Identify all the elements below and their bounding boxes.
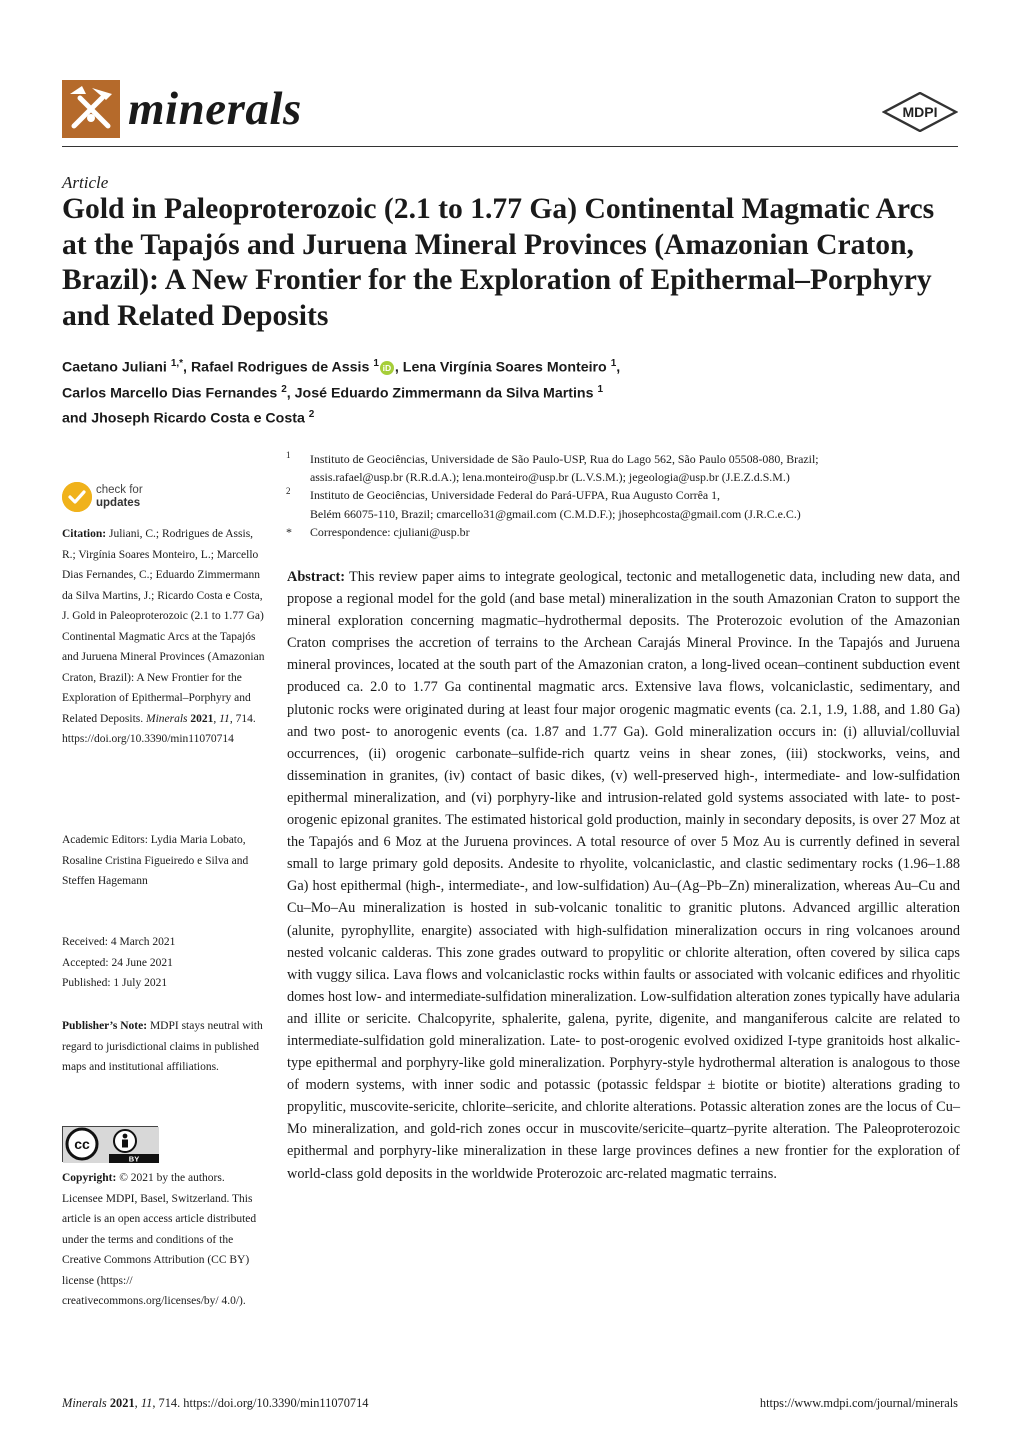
correspondence-mark: * [286, 524, 292, 539]
citation-block: Citation: Juliani, C.; Rodrigues de Assis, R.; Virgínia Soares Monteiro, L.; Marcello Dias Fernandes, C.; Eduardo Zimmermann da Silva Martins, J.; Ricardo Costa e Costa, J. Gold in Paleoproterozoic (2.1 to 1.77 Ga) Continental Magmatic Arcs at the Tapajós and Juruena Mineral Provinces (Amazonian Craton, Brazil): A New Frontier for the Exploration of Epithermal–Porphyry and Related Deposits. Minerals 2021, 11, 714. https://doi.org/10.3390/min11070714 [62, 528, 265, 745]
copyright-label: Copyright: [62, 1172, 117, 1184]
author-list: Caetano Juliani $^{1,*}$, Rafael Rodrigues de Assis $^1$ iD , Lena Virgínia Soares Monteiro $^1$, Carlos Marcello Dias Fernandes $^2$, José Eduardo Zimmermann da Silva Martins $^1$ and Jhoseph Ricardo Costa e Costa $^2$ [62, 358, 621, 428]
received-date: Received: 4 March 2021 [62, 936, 176, 948]
journal-logo-icon [62, 80, 120, 138]
author-name[interactable]: Jhoseph Ricardo Costa e Costa [91, 411, 305, 428]
publisher-name: MDPI [902, 104, 938, 120]
cc-by-license-badge[interactable] [62, 1126, 158, 1162]
author-name[interactable]: Lena Virgínia Soares Monteiro [402, 359, 607, 376]
author-name[interactable]: José Eduardo Zimmermann da Silva Martins [294, 385, 594, 402]
academic-editors [62, 830, 268, 892]
citation-text: Juliani, C.; Rodrigues de Assis, R.; Virgínia Soares Monteiro, L.; Marcello Dias Fernandes, C.; Eduardo Zimmermann da Silva Martins, J.; Ricardo Costa e Costa, J. Gold in Paleoproterozoic (2.1 to 1.77 Ga) Continental Magmatic Arcs at the Tapajós and Juruena Mineral Provinces (Amazonian Craton, Brazil): A New Frontier for the Exploration of Epithermal–Porphyry and Related Deposits. [62, 528, 265, 725]
author-affiliation-marker: 1 [373, 358, 379, 369]
affiliation-1 [286, 450, 966, 486]
author-name[interactable]: Rafael Rodrigues de Assis [190, 359, 370, 376]
copyright-text: © 2021 by the authors. Licensee MDPI, Basel, Switzerland. This article is an open access article distributed under the terms and conditions of the Creative Commons Attribution (CC BY) license (https:// creativecommons.org/licenses/by/ 4.0/). [62, 1172, 257, 1307]
author-affiliation-marker: 1 [610, 358, 617, 369]
author-name[interactable]: Carlos Marcello Dias Fernandes [62, 385, 278, 402]
check-updates-label: check for [96, 484, 143, 496]
footer-journal-url[interactable]: https://www.mdpi.com/journal/minerals [759, 1396, 958, 1410]
affiliation-2 [286, 486, 966, 522]
citation-journal: Minerals [146, 712, 188, 725]
affiliation-emails[interactable]: assis.rafael@usp.br (R.R.d.A.); lena.monteiro@usp.br (L.V.S.M.); jegeologia@usp.br (J.E.Z.d.S.M.) [310, 470, 790, 485]
correspondence [286, 523, 966, 541]
abstract-text: This review paper aims to integrate geological, tectonic and metallogenetic data, including new data, and propose a regional model for the gold (and base metal) mineralization in the south Amazonian Craton to support the mineral exploration concerning magmatic–hydrothermal deposits. The Proterozoic evolution of the Amazonian Craton comprises the accretion of terrains to the Archean Carajás Mineral Province. In the Tapajós and Juruena mineral provinces, located at the south part of the Amazonian craton, a long-lived ocean–continent subduction event produced ca. 2.0 to 1.77 Ga continental magmatic arcs. Extensive lava flows, volcaniclastic, sedimentary, and plutonic rocks were originated during at least four major orogenic magmatic events (ca. 2.1, 1.9, 1.88, and 1.80 Ga) and two post- to anorogenic events (ca. 1.87 and 1.77 Ga). Gold mineralization occurs in: (i) alluvial/colluvial occurrences, (ii) orogenic carbonate–sulfide-rich quartz veins in shear zones, (iii) stockworks, veins, and dissemination in granites, (iv) contact of basic dikes, (v) well-preserved high-, intermediate- and low-sulfidation epithermal mineralization, and (vi) porphyry-like and intrusion-related gold systems associated with late- to post-orogenic epizonal granites. The estimated historical gold production, mainly in secondary deposits, is over 27 Moz at the Tapajós and 6 Moz at the Juruena provinces. A total resource of over 5 Moz Au is currently defined in several small to large primary gold deposits. Andesite to rhyolite, volcaniclastic, and clastic sedimentary rocks (1.96–1.88 Ga) host epithermal (high-, intermediate-, and low-sulfidation) Au–(Ag–Pb–Zn) mineralization, whereas Au–Cu and Cu–Mo–Au mineralization is hosted in sub-volcanic tonalitic to granitic plutons. Advanced argillic alteration (alunite, pyrophyllite, enargite) associated with high-sulfidation mineralization occurs in ring volcanoes around nested volcanic calderas. This zone grades outward to propylitic or chlorite alteration, often covered by silica caps with vuggy silica. Lava flows and volcaniclastic rocks within faults or associated with volcanic edifices and rhyolitic domes host low- and intermediate-sulfidation mineralization. Low-sulfidation alteration zones typically have adularia and illite or sericite. Chalcopyrite, sphalerite, galena, pyrite, digenite, and manganiferous calcite are related to intermediate-sulfidation gold mineralization. Late- to post-orogenic evolved oxidized I-type granitoids host alkalic-type epithermal and porphyry-like gold mineralization. Porphyry-style hydrothermal alteration is analogous to those of modern systems, with inner sodic and potassic (potassic feldspar ± biotite or biotite) alterations grading to propylitic, muscovite-sericite, chlorite–sericite, and chlorite alterations. Potassic alteration zones are the locus of Cu–Mo mineralization, and gold-rich zones occur in muscovite/sericite–quartz–pyrite alteration. The Paleoproterozoic epithermal and porphyry-like mineralization in these large provinces defines a new frontier for the exploration of world-class gold deposits in the worldwide Proterozoic arc-related magmatic terrains. [287, 569, 960, 1182]
by-label: BY [128, 1154, 140, 1163]
author-affiliation-marker: 2 [308, 409, 315, 421]
editors-names: Lydia Maria Lobato, Rosaline Cristina Figueiredo e Silva and Steffen Hagemann [62, 834, 249, 887]
dates-block [62, 932, 268, 994]
author-affiliation-marker: 1,* [170, 358, 184, 369]
affiliation-line: Instituto de Geociências, Universidade Federal do Pará-UFPA, Rua Augusto Corrêa 1, [310, 488, 721, 503]
copyright-block [62, 1168, 268, 1312]
citation-doi[interactable]: , 714. https://doi.org/10.3390/min11070714 [62, 712, 256, 745]
accepted-date: Accepted: 24 June 2021 [62, 956, 173, 969]
citation-volume: 11 [219, 712, 230, 725]
published-date: Published: 1 July 2021 [62, 977, 168, 989]
citation-year: 2021 [190, 712, 214, 725]
author-name[interactable]: Caetano Juliani [62, 359, 167, 376]
check-updates-label-bold: updates [96, 497, 141, 509]
publisher-note [62, 1016, 268, 1078]
orcid-icon[interactable]: iD [380, 361, 394, 375]
affiliation-emails[interactable]: Belém 66075-110, Brazil; cmarcello31@gmail.com (C.M.D.F.); jhosephcosta@gmail.com (J.R.C.e.C.) [310, 506, 801, 521]
cc-icon: cc [74, 1136, 90, 1152]
publisher-note-text: MDPI stays neutral with regard to jurisdictional claims in published maps and institutional affiliations. [62, 1020, 263, 1073]
footer-year: 2021 [109, 1396, 135, 1410]
person-icon [123, 1134, 128, 1139]
footer-citation: Minerals 2021, 11, 714. https://doi.org/10.3390/min11070714 [62, 1396, 369, 1410]
journal-name: minerals [128, 83, 302, 135]
footer-volume: 11 [140, 1396, 153, 1410]
checkmark-icon [62, 482, 92, 512]
affiliation-number: 1 [286, 450, 291, 460]
mdpi-logo-icon [882, 92, 958, 132]
footer-journal: Minerals [62, 1396, 107, 1410]
abstract [287, 566, 960, 1185]
footer-doi-link[interactable]: , 714. https://doi.org/10.3390/min11070714 [152, 1396, 369, 1410]
author-affiliation-marker: 2 [281, 383, 287, 395]
header-divider [62, 146, 958, 147]
affiliations [286, 450, 966, 541]
author-conjunction: and [62, 411, 88, 428]
citation-label: Citation: [62, 528, 107, 540]
publisher-note-label: Publisher’s Note: [62, 1020, 148, 1032]
abstract-label: Abstract: [287, 569, 345, 585]
affiliation-number: 2 [286, 486, 291, 497]
author-affiliation-marker: 1 [597, 383, 603, 395]
article-title: Gold in Paleoproterozoic (2.1 to 1.77 Ga) Continental Magmatic Arcs at the Tapajós and Juruena Mineral Provinces (Amazonian Craton, Brazil): A New Frontier for the Exploration of Epithermal–Porphyry and Related Deposits [62, 193, 935, 332]
editors-label: Academic Editors: [62, 834, 148, 846]
correspondence-email[interactable]: Correspondence: cjuliani@usp.br [310, 524, 470, 539]
affiliation-line: Instituto de Geociências, Universidade de São Paulo-USP, Rua do Lago 562, São Paulo 05508-080, Brazil; [310, 452, 819, 466]
article-type: Article [62, 173, 109, 192]
check-for-updates-button[interactable] [62, 480, 172, 516]
